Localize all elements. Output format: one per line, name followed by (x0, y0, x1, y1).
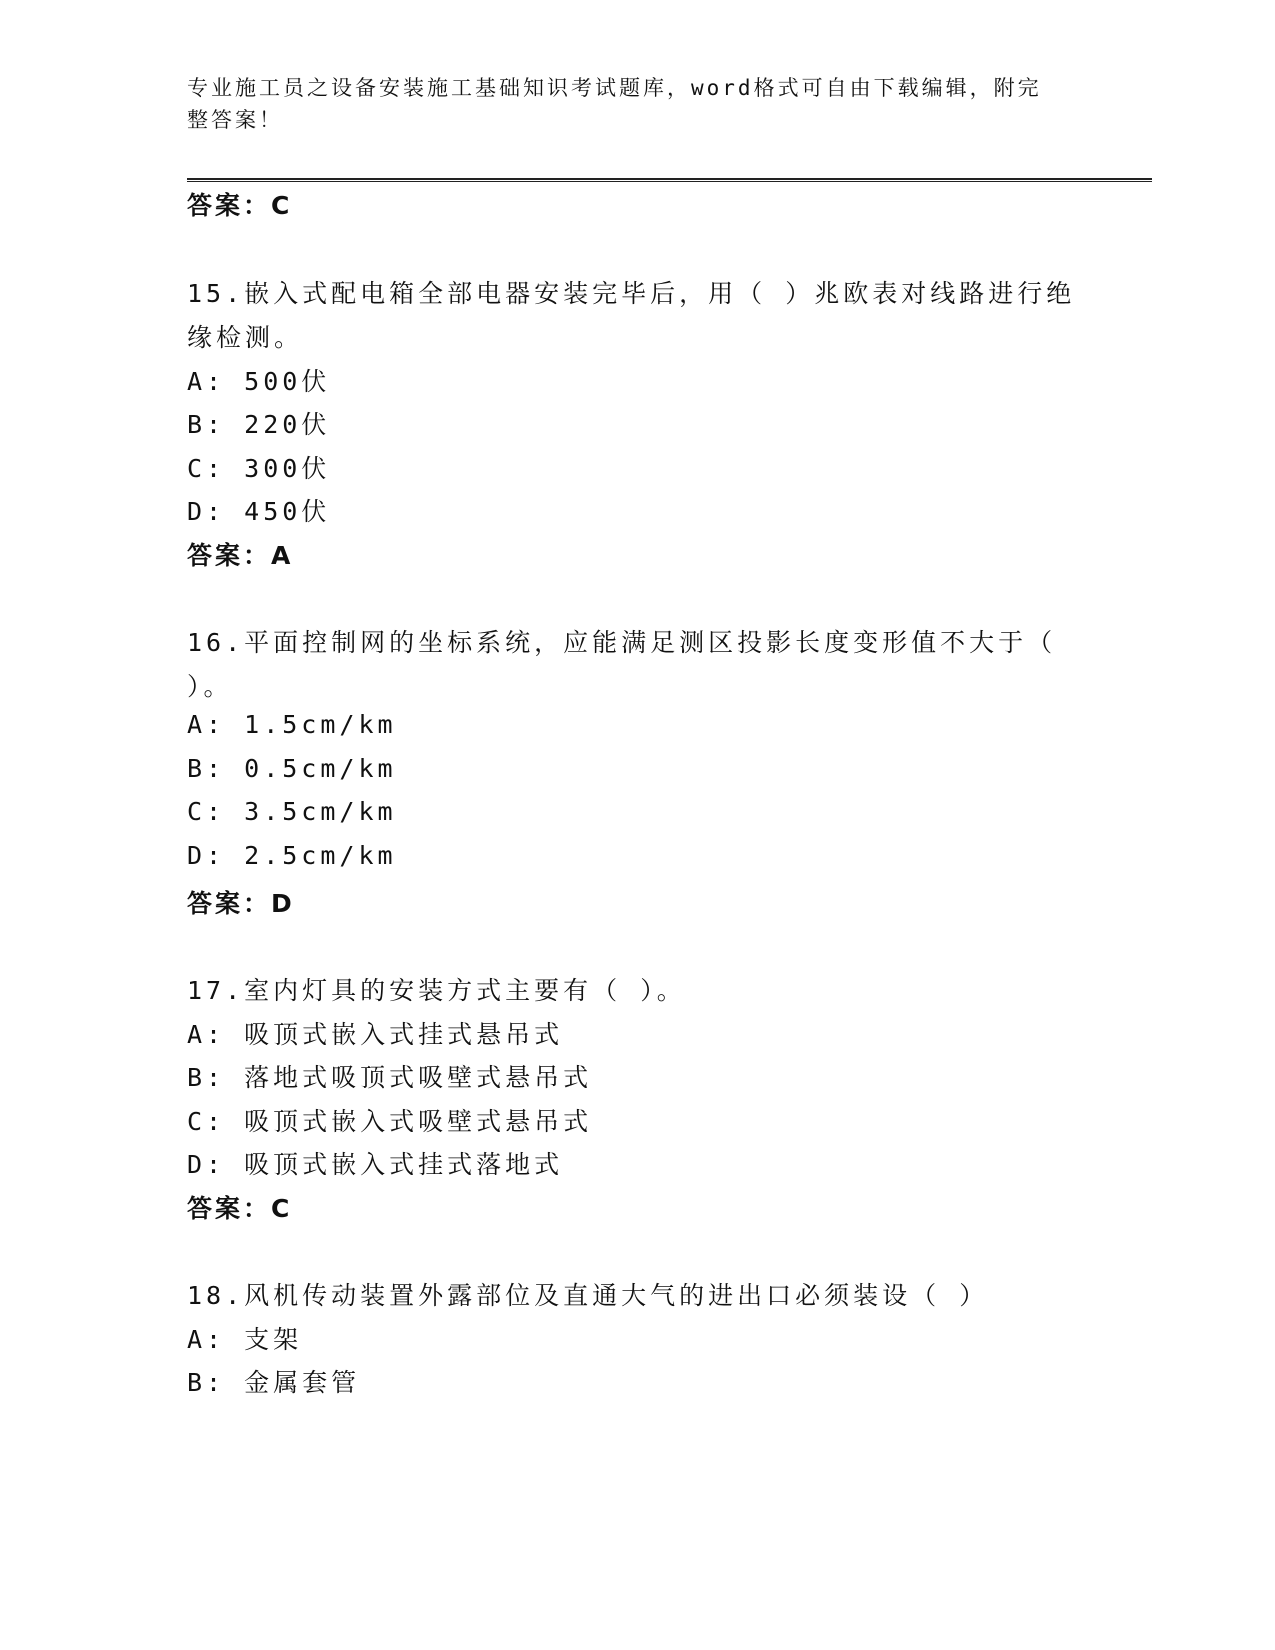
header-line-2: 整答案！ (187, 108, 283, 132)
q17-stem-line-1: 17.室内灯具的安装方式主要有（ ）。 (187, 976, 686, 1005)
q16-stem-line-1: 16.平面控制网的坐标系统，应能满足测区投影长度变形值不大于（ (187, 628, 1057, 657)
header-divider (187, 178, 1152, 182)
q15-stem-line-2: 缘检测。 (187, 323, 304, 352)
q17-option-b: B: 落地式吸顶式吸壁式悬吊式 (187, 1063, 593, 1092)
q18-option-a: A: 支架 (187, 1325, 303, 1354)
previous-question-answer: 答案：C (187, 191, 293, 220)
q16-option-a: A: 1.5cm/km (187, 710, 397, 739)
q16-option-b: B: 0.5cm/km (187, 754, 397, 783)
q18-option-b: B: 金属套管 (187, 1368, 361, 1397)
q17-answer: 答案：C (187, 1194, 293, 1223)
q15-answer: 答案：A (187, 541, 294, 570)
q15-option-c: C: 300伏 (187, 454, 331, 483)
q15-option-b: B: 220伏 (187, 410, 331, 439)
q15-stem-line-1: 15.嵌入式配电箱全部电器安装完毕后，用（ ）兆欧表对线路进行绝 (187, 279, 1076, 308)
q16-option-d: D: 2.5cm/km (187, 841, 397, 870)
q16-stem-line-2: ）。 (187, 672, 233, 701)
q16-option-c: C: 3.5cm/km (187, 797, 397, 826)
q15-option-d: D: 450伏 (187, 497, 331, 526)
q17-option-c: C: 吸顶式嵌入式吸壁式悬吊式 (187, 1107, 593, 1136)
q15-option-a: A: 500伏 (187, 367, 331, 396)
q18-stem-line-1: 18.风机传动装置外露部位及直通大气的进出口必须装设（ ） (187, 1281, 989, 1310)
header-line-1: 专业施工员之设备安装施工基础知识考试题库，word格式可自由下载编辑，附完 (187, 76, 1042, 100)
q17-option-d: D: 吸顶式嵌入式挂式落地式 (187, 1150, 564, 1179)
document-header (187, 72, 1067, 136)
q17-option-a: A: 吸顶式嵌入式挂式悬吊式 (187, 1020, 564, 1049)
q16-answer: 答案：D (187, 889, 295, 918)
